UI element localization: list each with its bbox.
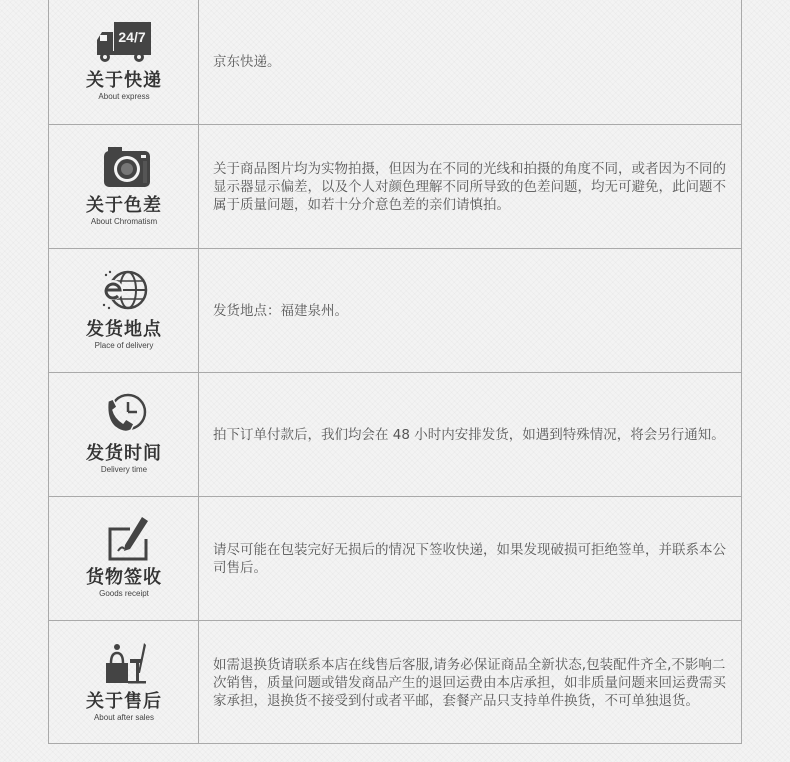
section-text	[213, 497, 731, 620]
section-text-content: 如需退换货请联系本店在线售后客服,请务必保证商品全新状态,包装配件齐全,不影响二次销售，质量问题或错发商品产生的退回运费由本店承担，如非质量问题来回运费需买家承担，退换货不接受到付或者平邮，套餐产品只支持单件换货，不可单独退货。	[213, 656, 726, 709]
section-title-cn: 发货时间	[86, 443, 162, 464]
delivery-truck-24-7-icon	[94, 16, 154, 66]
section-title-en: Place of delivery	[94, 341, 154, 350]
section-title-en: Delivery time	[100, 465, 148, 474]
section-text-content: 请尽可能在包装完好无损后的情况下签收快递，如果发现破损可拒绝签单，并联系本公司售后。	[213, 541, 726, 576]
section-title-cn: 关于售后	[86, 691, 162, 712]
section-text	[213, 0, 731, 124]
section-text	[213, 621, 731, 744]
icon-cell	[49, 621, 199, 744]
camera-icon	[94, 141, 154, 191]
phone-clock-icon	[94, 389, 154, 439]
icon-cell	[49, 0, 199, 124]
info-row-chromatism	[49, 124, 741, 248]
info-row-after-sales	[49, 620, 741, 744]
section-text-content: 京东快递。	[213, 54, 281, 70]
section-title-en: Goods receipt	[99, 589, 149, 598]
section-text-content: 拍下订单付款后，我们均会在 48 小时内安排发货，如遇到特殊情况，将会另行通知。	[213, 426, 725, 443]
icon-cell	[49, 373, 199, 496]
svg-text:24/7: 24/7	[118, 29, 146, 45]
section-title-cn: 关于快递	[86, 70, 162, 91]
section-text	[213, 125, 731, 248]
section-text	[213, 373, 731, 496]
section-text-content: 发货地点：福建泉州。	[213, 302, 348, 319]
section-title-cn: 关于色差	[86, 195, 162, 216]
info-row-express	[49, 0, 741, 124]
info-row-delivery-time	[49, 372, 741, 496]
section-title-en: About after sales	[93, 713, 155, 722]
info-row-receipt	[49, 496, 741, 620]
section-title-cn: 货物签收	[86, 567, 162, 588]
info-row-place	[49, 248, 741, 372]
sign-pen-icon	[94, 513, 154, 563]
section-title-en: About Chromatism	[90, 217, 158, 226]
globe-e-icon	[94, 265, 154, 315]
section-text	[213, 249, 731, 372]
after-sales-service-icon	[94, 637, 154, 687]
section-text-content: 关于商品图片均为实物拍摄，但因为在不同的光线和拍摄的角度不同，或者因为不同的显示器显示偏差，以及个人对颜色理解不同所导致的色差问题，均无可避免，此问题不属于质量问题，如若十分介意色差的亲们请慎拍。	[213, 160, 726, 213]
info-table	[48, 0, 742, 744]
icon-cell	[49, 249, 199, 372]
section-title-en: About express	[98, 92, 150, 101]
icon-cell	[49, 497, 199, 620]
section-title-cn: 发货地点	[86, 319, 162, 340]
icon-cell	[49, 125, 199, 248]
